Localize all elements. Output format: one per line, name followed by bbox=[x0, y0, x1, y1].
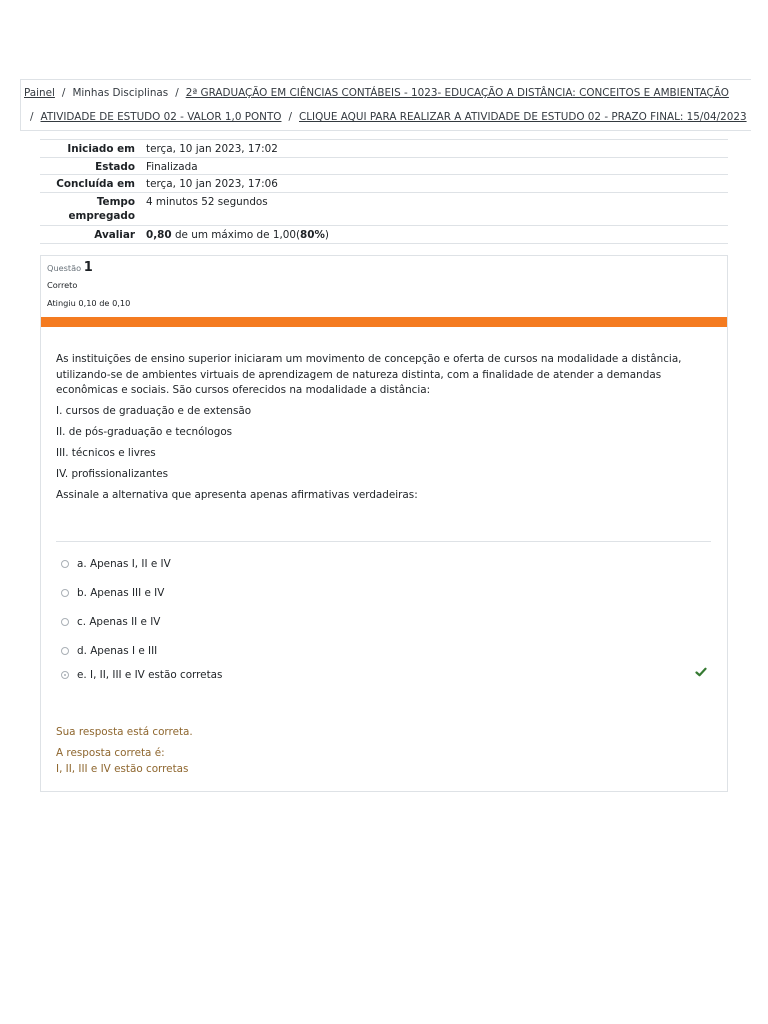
grade-percent: 80% bbox=[300, 229, 325, 241]
completed-label: Concluída em bbox=[56, 178, 135, 190]
grade-close: ) bbox=[324, 229, 329, 241]
attempt-summary-table bbox=[40, 139, 728, 244]
grade-value bbox=[146, 226, 728, 243]
answer-option-c[interactable] bbox=[61, 616, 160, 628]
started-label: Iniciado em bbox=[67, 143, 135, 155]
breadcrumb bbox=[20, 79, 751, 131]
grade-label: Avaliar bbox=[94, 229, 135, 241]
summary-row-time bbox=[40, 192, 728, 225]
question-prompt: Assinale a alternativa que apresenta apenas afirmativas verdadeiras: bbox=[56, 489, 418, 501]
grade-score: 0,80 bbox=[146, 229, 172, 241]
question-number bbox=[47, 260, 93, 275]
answer-option-label: b. Apenas III e IV bbox=[77, 587, 165, 599]
completed-value: terça, 10 jan 2023, 17:06 bbox=[146, 178, 278, 190]
question-text bbox=[56, 352, 716, 399]
question-item: I. cursos de graduação e de extensão bbox=[56, 405, 252, 417]
grade-text: de um máximo de 1,00( bbox=[171, 229, 301, 241]
breadcrumb-link-course[interactable]: 2ª GRADUAÇÃO EM CIÊNCIAS CONTÁBEIS - 1023- EDUCAÇÃO A DISTÂNCIA: CONCEITOS E AMBIENTAÇÃO bbox=[185, 87, 729, 99]
question-card bbox=[40, 255, 728, 792]
question-state: Correto bbox=[47, 280, 78, 290]
check-icon bbox=[695, 666, 707, 678]
question-grade: Atingiu 0,10 de 0,10 bbox=[47, 298, 131, 308]
breadcrumb-link-activity[interactable]: ATIVIDADE DE ESTUDO 02 - VALOR 1,0 PONTO bbox=[40, 111, 282, 123]
summary-row-completed bbox=[40, 174, 728, 192]
feedback-correct-answer: I, II, III e IV estão corretas bbox=[56, 763, 189, 775]
question-number-value: 1 bbox=[83, 260, 93, 275]
time-value: 4 minutos 52 segundos bbox=[146, 196, 268, 208]
answer-option-a[interactable] bbox=[61, 558, 171, 570]
answer-option-label: e. I, II, III e IV estão corretas bbox=[77, 669, 223, 681]
answer-option-e[interactable] bbox=[61, 669, 222, 681]
radio-button[interactable] bbox=[61, 589, 69, 597]
answer-option-b[interactable] bbox=[61, 587, 164, 599]
question-item: II. de pós-graduação e tecnólogos bbox=[56, 426, 233, 438]
time-label-line2: empregado bbox=[68, 210, 135, 222]
radio-button[interactable] bbox=[61, 647, 69, 655]
summary-row-started bbox=[40, 139, 728, 157]
breadcrumb-separator: / bbox=[30, 111, 34, 123]
radio-button[interactable] bbox=[61, 618, 69, 626]
breadcrumb-link-quiz[interactable]: CLIQUE AQUI PARA REALIZAR A ATIVIDADE DE ESTUDO 02 - PRAZO FINAL: 15/04/2023 bbox=[299, 111, 747, 123]
question-item: IV. profissionalizantes bbox=[56, 468, 169, 480]
breadcrumb-separator: / bbox=[288, 111, 292, 123]
feedback-correct: Sua resposta está correta. bbox=[56, 726, 193, 738]
question-item: III. técnicos e livres bbox=[56, 447, 156, 459]
radio-button-selected[interactable] bbox=[61, 671, 69, 679]
breadcrumb-separator: / bbox=[175, 87, 179, 99]
radio-button[interactable] bbox=[61, 560, 69, 568]
question-accent-bar bbox=[41, 317, 727, 327]
started-value: terça, 10 jan 2023, 17:02 bbox=[146, 143, 278, 155]
answer-option-d[interactable] bbox=[61, 645, 157, 657]
answer-option-label: d. Apenas I e III bbox=[77, 645, 158, 657]
answer-option-label: c. Apenas II e IV bbox=[77, 616, 161, 628]
state-value: Finalizada bbox=[146, 161, 198, 173]
breadcrumb-separator: / bbox=[61, 87, 66, 99]
summary-row-state bbox=[40, 157, 728, 174]
breadcrumb-item-minhas-disciplinas: Minhas Disciplinas bbox=[72, 87, 169, 99]
feedback-correct-label: A resposta correta é: bbox=[56, 747, 165, 759]
answer-option-label: a. Apenas I, II e IV bbox=[77, 558, 171, 570]
divider bbox=[56, 541, 711, 542]
state-label: Estado bbox=[95, 161, 135, 173]
time-label-line1: Tempo bbox=[96, 196, 135, 208]
breadcrumb-link-painel[interactable]: Painel bbox=[24, 87, 55, 99]
summary-row-grade bbox=[40, 225, 728, 244]
question-body: As instituições de ensino superior iniciaram um movimento de concepção e oferta de cursos na modalidade a distância, utilizando-se de ambientes virtuais de aprendizagem de natureza distinta, com a finalidade de atender a demandas econômicas e sociais. São cursos oferecidos na modalidade a distância: bbox=[56, 353, 682, 396]
question-label: Questão bbox=[47, 263, 82, 273]
time-label bbox=[40, 193, 146, 225]
